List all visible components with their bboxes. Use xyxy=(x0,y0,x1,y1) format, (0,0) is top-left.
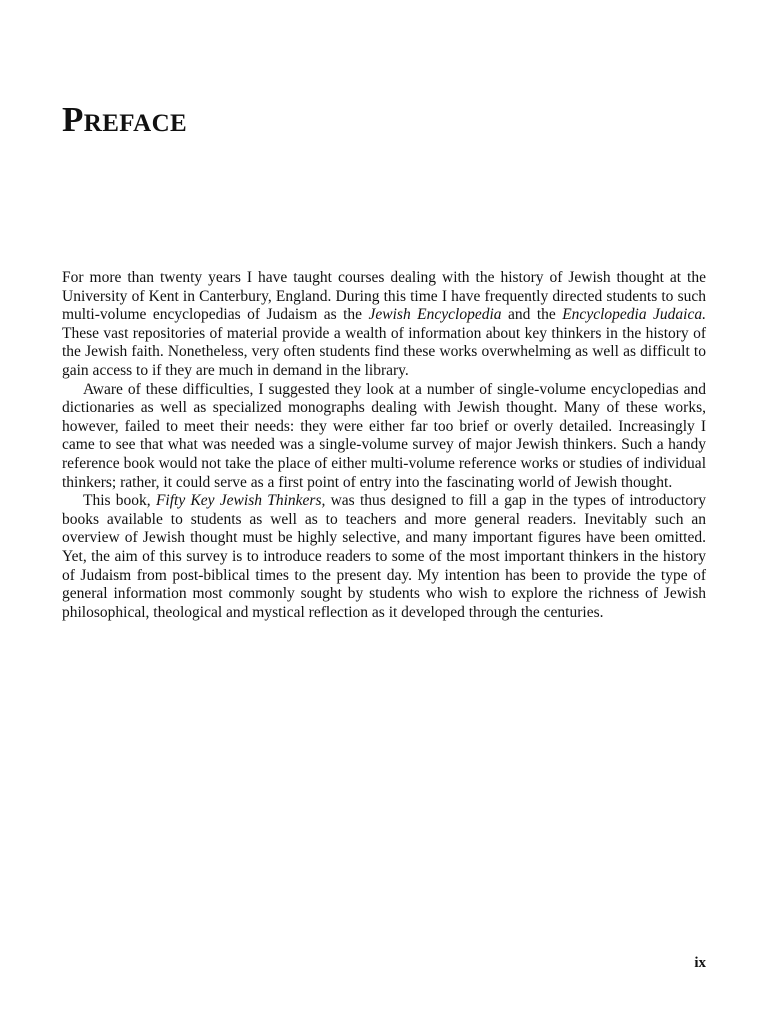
page-number: ix xyxy=(694,955,706,971)
italic-title-run: Encyclopedia Judaica. xyxy=(562,306,706,324)
text-run: Aware of these difficulties, I suggested they look at a number of single-volume encyclopedias and dictionaries as well as specialized monographs dealing with Jewish thought. Many of these works, however, failed to meet their needs: they were either far too brief or overly detailed. Increasingly I came to see that what was needed was a single-volume survey of major Jewish thinkers. Such a handy reference book would not take the place of either multi-volume reference works or studies of individual thinkers; rather, it could serve as a first point of entry into the fascinating world of Jewish thought. xyxy=(62,380,706,491)
preface-body xyxy=(62,269,706,622)
text-run: and the xyxy=(501,306,563,324)
paragraph-3 xyxy=(62,492,706,622)
text-run: These vast repositories of material provide a wealth of information about key thinkers in the history of the Jewish faith. Nonetheless, very often students find these works overwhelming as well as difficult to gain access to if they are much in demand in the library. xyxy=(62,324,706,379)
text-run: This book, xyxy=(83,492,156,510)
text-run: For more than twenty years I have taught courses dealing with the history of Jewish thought at the University of Kent in Canterbury, England. During this time I have frequently directed students to such multi-volume encyclopedias of Judaism as the xyxy=(62,269,706,324)
paragraph-1 xyxy=(62,269,706,381)
text-run: was thus designed to fill a gap in the types of introductory books available to students as well as to teachers and more general readers. Inevitably such an overview of Jewish thought must be highly selective, and many important figures have been omitted. Yet, the aim of this survey is to introduce readers to some of the most important thinkers in the history of Judaism from post-biblical times to the present day. My intention has been to provide the type of general information most commonly sought by students who wish to explore the richness of Jewish philosophical, theological and mystical reflection as it developed through the centuries. xyxy=(62,492,706,621)
italic-title-run: Fifty Key Jewish Thinkers, xyxy=(155,492,326,510)
page-heading: Preface xyxy=(62,100,188,139)
paragraph-2 xyxy=(62,381,706,493)
italic-title-run: Jewish Encyclopedia xyxy=(368,306,502,324)
